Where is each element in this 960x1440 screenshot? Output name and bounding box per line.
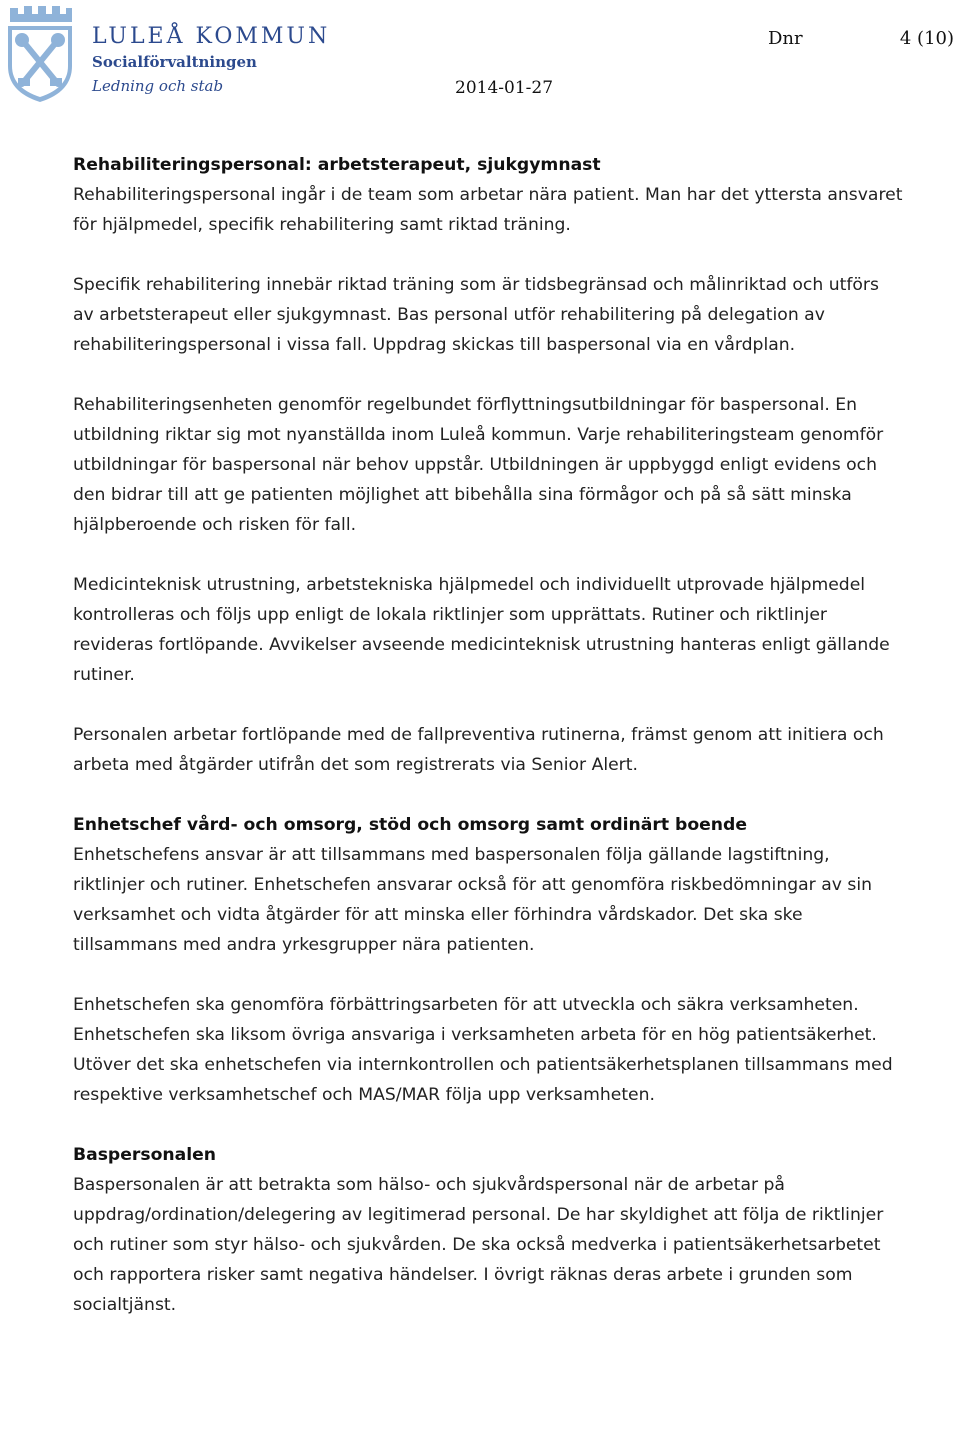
document-header [0, 0, 960, 110]
paragraph: Enhetschefen ska genomföra förbättringsarbeten för att utveckla och säkra verksamheten. Enhetschefen ska liksom övriga ansvariga i verksamheten arbeta för en hög patientsäkerhet. Utöver det ska enhetschefen via internkontrollen och patientsäkerhetsplanen tillsammans med respektive verksamhetschef och MAS/MAR följa upp verksamheten. [73, 995, 893, 1105]
org-name: LULEÅ KOMMUN [92, 24, 331, 49]
paragraph: Enhetschefens ansvar är att tillsammans med baspersonalen följa gällande lagstiftning, riktlinjer och rutiner. Enhetschefen ansvarar också för att genomföra riskbedömningar av sin verksamhet och vidta åtgärder för att minska eller förhindra vårdskador. Det ska ske tillsammans med andra yrkesgrupper nära patienten. [73, 845, 872, 955]
section-heading: Baspersonalen [73, 1145, 217, 1165]
paragraph: Personalen arbetar fortlöpande med de fallpreventiva rutinerna, främst genom att initiera och arbeta med åtgärder utifrån det som registrerats via Senior Alert. [73, 725, 884, 775]
paragraph: Rehabiliteringspersonal ingår i de team som arbetar nära patient. Man har det yttersta ansvaret för hjälpmedel, specifik rehabilitering samt riktad träning. [73, 185, 903, 235]
section-enhetschef [73, 810, 903, 1110]
paragraph: Specifik rehabilitering innebär riktad träning som är tidsbegränsad och målinriktad och utförs av arbetsterapeut eller sjukgymnast. Bas personal utför rehabilitering på delegation av rehabiliteringspersonal i vissa fall. Uppdrag skickas till baspersonal via en vårdplan. [73, 275, 879, 355]
section-rehabiliteringspersonal [73, 150, 903, 780]
section-baspersonalen [73, 1140, 903, 1320]
document-date: 2014-01-27 [455, 78, 554, 98]
paragraph: Baspersonalen är att betrakta som hälso- och sjukvårdspersonal när de arbetar på uppdrag/ordination/delegering av legitimerad personal. De har skyldighet att följa de riktlinjer och rutiner som styr hälso- och sjukvården. De ska också medverka i patientsäkerhetsarbetet och rapportera risker samt negativa händelser. I övrigt räknas deras arbete i grunden som socialtjänst. [73, 1175, 884, 1315]
dnr-label: Dnr [768, 28, 803, 49]
section-heading: Enhetschef vård- och omsorg, stöd och omsorg samt ordinärt boende [73, 815, 747, 835]
paragraph: Medicinteknisk utrustning, arbetstekniska hjälpmedel och individuellt utprovade hjälpmedel kontrolleras och följs upp enligt de lokala riktlinjer som upprättats. Rutiner och riktlinjer revideras fortlöpande. Avvikelser avseende medicinteknisk utrustning hanteras enligt gällande rutiner. [73, 575, 890, 685]
page-number: 4 (10) [899, 28, 954, 49]
unit-name: Ledning och stab [92, 77, 224, 95]
organization-block [92, 24, 330, 98]
paragraph: Rehabiliteringsenheten genomför regelbundet förflyttningsutbildningar för baspersonal. En utbildning riktar sig mot nyanställda inom Luleå kommun. Varje rehabiliteringsteam genomför utbildningar för baspersonal när behov uppstår. Utbildningen är uppbyggd enligt evidens och den bidrar till att ge patienten möjlighet att bibehålla sina förmågor och på så sätt minska hjälpberoende och risken för fall. [73, 395, 884, 535]
section-heading: Rehabiliteringspersonal: arbetsterapeut, sjukgymnast [73, 155, 601, 175]
department-name: Socialförvaltningen [92, 53, 257, 71]
lulea-coat-of-arms-icon [4, 4, 76, 104]
document-body [73, 150, 903, 1350]
